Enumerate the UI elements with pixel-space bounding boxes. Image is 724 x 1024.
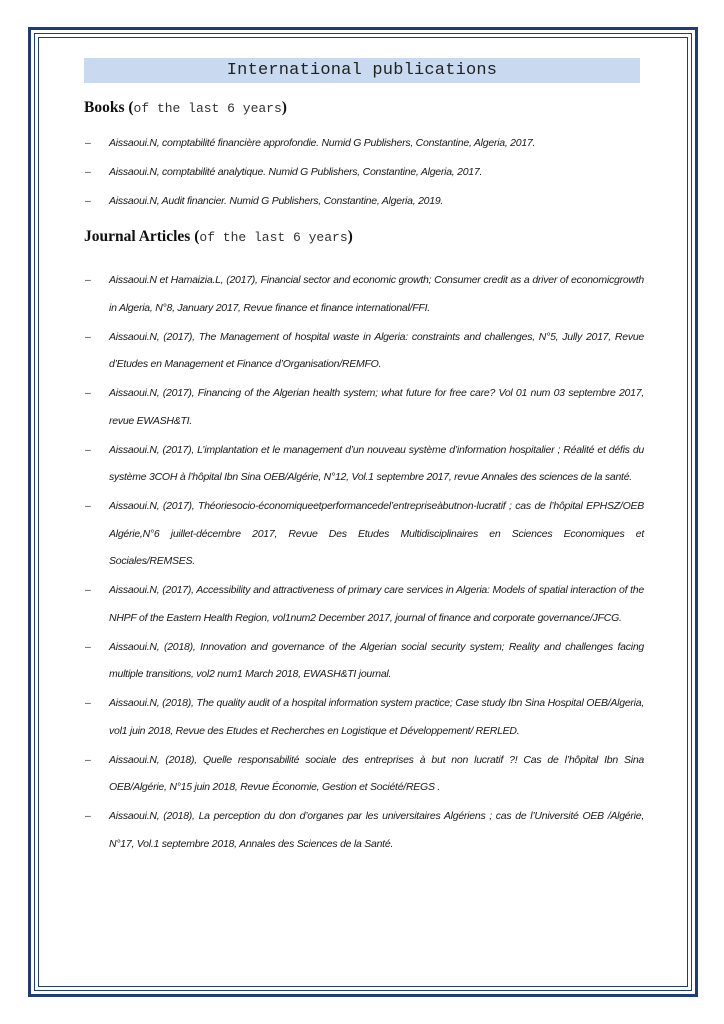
books-section-title: Books (of the last 6 years) xyxy=(84,99,287,116)
book-entry: Aissaoui.N, comptabilité analytique. Numid G Publishers, Constantine, Algeria, 2017. xyxy=(109,166,483,178)
books-title: Books xyxy=(84,99,125,116)
dash-bullet: – xyxy=(85,166,91,178)
dash-bullet: – xyxy=(85,753,91,766)
dash-bullet: – xyxy=(85,810,91,822)
article-entry: Aissaoui.N, (2018), The quality audit of a hospital information system practice; Case study Ibn Sina Hospital OEB/Algeria, vol1 juin 2018, Revue des Etudes et Recherches en Logistique et Développement/ RERLED. xyxy=(109,697,644,737)
dash-bullet: – xyxy=(85,697,91,709)
dash-bullet: – xyxy=(85,274,91,286)
dash-bullet: – xyxy=(85,584,91,596)
books-qualifier: of the last 6 years xyxy=(133,101,282,116)
list-item xyxy=(84,577,644,632)
list-item xyxy=(84,493,644,576)
article-entry: Aissaoui.N, (2018), Innovation and governance of the Algerian social security system; Reality and challenges facing multiple transitions, vol2 num1 March 2018, EWASH&TI journal. xyxy=(109,640,644,680)
articles-qualifier: of the last 6 years xyxy=(199,230,348,245)
book-entry: Aissaoui.N, comptabilité financière approfondie. Numid G Publishers, Constantine, Algeria, 2017. xyxy=(109,137,536,149)
page-heading: International publications xyxy=(84,58,640,83)
dash-bullet: – xyxy=(85,500,91,512)
list-item xyxy=(84,803,644,858)
articles-title: Journal Articles xyxy=(84,228,191,245)
list-item xyxy=(84,634,644,689)
book-entry: Aissaoui.N, Audit financier. Numid G Publishers, Constantine, Algeria, 2019. xyxy=(109,195,444,207)
page-content xyxy=(84,58,644,860)
article-entry: Aissaoui.N, (2017), Financing of the Algerian health system; what future for free care? Vol 01 num 03 septembre 2017, revue EWASH&TI. xyxy=(109,387,644,427)
article-entry: Aissaoui.N, (2017), L’implantation et le management d’un nouveau système d’information hospitalier ; Réalité et défis du système 3COH à l’hôpital Ibn Sina OEB/Algérie, N°12, Vol.1 septembre 2017, revue Annales des sciences de la santé. xyxy=(109,443,644,483)
dash-bullet: – xyxy=(85,443,91,456)
articles-list xyxy=(84,267,644,858)
list-item xyxy=(84,267,644,322)
article-entry: Aissaoui.N, (2017), Théoriesocio-économiqueetperformancedel’entrepriseàbutnon-lucratif ; cas de l’hôpital EPHSZ/OEB Algérie,N°6 juillet-décembre 2017, Revue Des Etudes Multidisciplinaires en Sciences Economiques et Sociales/REMSES. xyxy=(109,500,644,567)
books-list xyxy=(84,136,644,208)
list-item xyxy=(84,380,644,435)
list-item xyxy=(84,165,644,179)
article-entry: Aissaoui.N, (2018), La perception du don d’organes par les universitaires Algériens ; cas de l’Université OEB /Algérie, N°17, Vol.1 septembre 2018, Annales des Sciences de la Santé. xyxy=(109,810,644,850)
dash-bullet: – xyxy=(85,330,91,343)
list-item xyxy=(84,324,644,379)
dash-bullet: – xyxy=(85,387,91,399)
article-entry: Aissaoui.N, (2017), The Management of hospital waste in Algeria: constraints and challenges, N°5, Jully 2017, Revue d’Etudes en Management et Finance d’Organisation/REMFO. xyxy=(109,330,644,370)
dash-bullet: – xyxy=(85,195,91,207)
dash-bullet: – xyxy=(85,640,91,653)
list-item xyxy=(84,747,644,802)
article-entry: Aissaoui.N, (2017), Accessibility and attractiveness of primary care services in Algeria: Models of spatial interaction of the NHPF of the Eastern Health Region, vol1num2 December 2017, journal of finance and corporate governance/JFCG. xyxy=(109,584,644,624)
article-entry: Aissaoui.N, (2018), Quelle responsabilité sociale des entreprises à but non lucratif ?! Cas de l’hôpital Ibn Sina OEB/Algérie, N°15 juin 2018, Revue Économie, Gestion et Société/REGS . xyxy=(109,753,644,793)
list-item xyxy=(84,136,644,150)
article-entry: Aissaoui.N et Hamaizia.L, (2017), Financial sector and economic growth; Consumer credit as a driver of economicgrowth in Algeria, N°8, January 2017, Revue finance et finance international/FFI. xyxy=(109,274,644,314)
articles-section-title: Journal Articles (of the last 6 years) xyxy=(84,228,353,245)
list-item xyxy=(84,437,644,492)
list-item xyxy=(84,690,644,745)
dash-bullet: – xyxy=(85,137,91,149)
list-item xyxy=(84,194,644,208)
